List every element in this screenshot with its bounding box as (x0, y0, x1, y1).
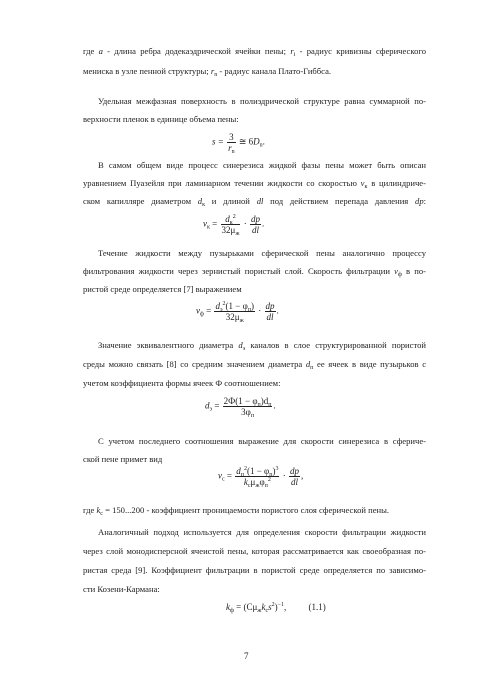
paragraph-3-line-3: ском капилляре диаметром $d_к$ и длиной dl под действием перепада давления dp: (83, 196, 426, 208)
paragraph-8-line-4: сти Козени-Кармана: (83, 584, 160, 594)
equation-number: (1.1) (308, 602, 326, 612)
formula-kozeny-carman: $k_ф = (C\mu_жk_сs^2)^{-1}$, (1.1) (226, 602, 326, 614)
paragraph-5-line-3: учетом коэффициента формы ячеек Ф соотношением: (83, 378, 281, 388)
paragraph-4-line-3: ристой среде определяется [7] выражением (83, 284, 242, 294)
paragraph-8-line-1: Аналогичный подход используется для определения скорости фильтрации жидкости (98, 527, 426, 537)
paragraph-4-line-2: фильтрования жидкости через зернистый пористый слой. Скорость фильтрации $v_ф$ в по- (83, 266, 426, 278)
paragraph-7-line-1: где $k_с = 150...200$ - коэффициент проницаемости пористого слоя сферической пены. (83, 505, 390, 517)
page-number: 7 (244, 651, 249, 661)
paragraph-3-line-2: уравнением Пуазейля при ламинарном течении жидкости со скоростью $v_к$ в цилиндриче- (83, 178, 426, 190)
formula-syneresis-velocity: $v_с$ = $\frac{d_п^2(1 - \varphi_п)^3}{k_с\mu_ж\varphi_п^2}$ · $\frac{dp}{dl}$ , (218, 466, 304, 489)
paragraph-6-line-1: С учетом последнего соотношения выражение для скорости синерезиса в сфериче- (98, 436, 426, 446)
formula-equivalent-diameter: $d_э$ = $\frac{2Ф(1 - \varphi_п)d_п}{3\varphi_п}$ . (205, 396, 276, 419)
paragraph-2-line-2: верхности пленок в единице объема пены: (83, 114, 239, 124)
paragraph-8-line-2: через слой монодисперсной ячеистой пены, которая рассматривается как своеобразная по- (83, 546, 426, 556)
paragraph-6-line-2: ской пене примет вид (83, 454, 163, 464)
formula-surface: s = $\frac{3}{r_n}$ ≅ $6D_n$. (212, 132, 265, 155)
paragraph-8-line-3: ристая среда [9]. Коэффициент фильтрации в пористой среде определяется по зависимо- (83, 565, 426, 575)
paragraph-3-line-1: В самом общем виде процесс синерезиса жидкой фазы пены может быть описан (98, 160, 426, 170)
paragraph-2-line-1: Удельная межфазная поверхность в полиэдрической структуре равна суммарной по- (98, 96, 426, 106)
paragraph-1-line-1: где a - длина ребра додекаэдрической ячейки пены; $r_i$ - радиус кривизны сферического (83, 46, 426, 58)
formula-capillary-velocity: $v_к$ = $\frac{d_к^2}{32\mu_ж}$ · $\frac{dp}{dl}$ . (203, 214, 265, 237)
paragraph-5-line-1: Значение эквивалентного диаметра $d_э$ каналов в слое структурированной пористой (98, 340, 426, 352)
paragraph-1-line-2: мениска в узле пенной структуры; $r_n$ - радиус канала Плато-Гиббса. (83, 66, 332, 78)
formula-filtration-velocity: $v_ф$ = $\frac{d_э^2(1 - \varphi_п)}{32\mu_ж}$ · $\frac{dp}{dl}$ . (196, 301, 279, 324)
paragraph-5-line-2: среды можно связать [8] со средним значением диаметра $d_п$ ее ячеек в виде пузырьков с (83, 359, 427, 371)
paragraph-4-line-1: Течение жидкости между пузырьками сферической пены аналогично процессу (98, 248, 426, 258)
